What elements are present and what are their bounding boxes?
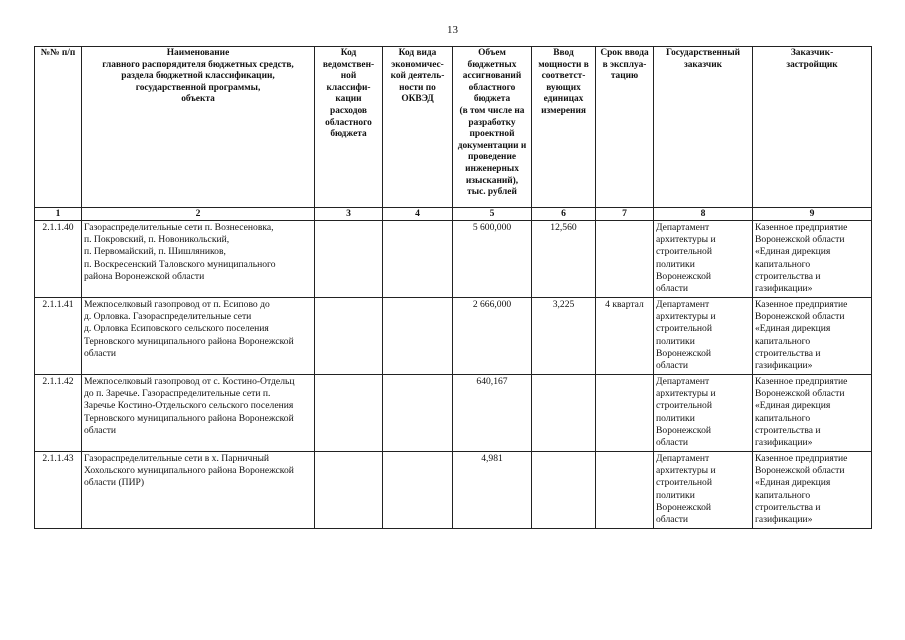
header-line: документации и (457, 140, 527, 151)
cell-developer-line: строительства и (755, 347, 821, 359)
cell-developer-line: строительства и (755, 270, 821, 282)
header-line: застройщик (786, 59, 838, 70)
header-num: №№ п/п (35, 47, 82, 208)
page-number: 13 (447, 24, 458, 36)
cell-state-customer-line: Воронежской (656, 424, 711, 436)
cell-object-name-line: п. Воскресенский Таловского муниципального (84, 258, 276, 270)
cell-commission-term (596, 452, 654, 529)
cell-state-customer-line: области (656, 514, 689, 526)
cell-state-customer-line: области (656, 437, 689, 449)
header-line: Объем (478, 48, 506, 58)
cell-state-customer-line: строительной (656, 477, 712, 489)
cell-okved (383, 298, 453, 375)
header-capacity (532, 47, 596, 208)
cell-state-customer-line: политики (656, 489, 695, 501)
cell-developer (753, 375, 872, 452)
header-developer (753, 47, 872, 208)
cell-object-name-line: Терновского муниципального района Воронежской (84, 412, 294, 424)
header-dept-code (315, 47, 383, 208)
header-line: соответст- (541, 71, 586, 82)
header-line: Заказчик- (790, 48, 834, 58)
cell-capacity: 3,225 (532, 298, 596, 375)
cell-state-customer-line: строительной (656, 400, 712, 412)
header-line: кой деятель- (390, 71, 445, 82)
cell-developer-line: Воронежской области (755, 311, 845, 323)
header-line: ности по (399, 82, 436, 93)
header-line: Наименование (166, 48, 230, 58)
cell-okved (383, 375, 453, 452)
cell-capacity (532, 452, 596, 529)
cell-number: 2.1.1.40 (35, 221, 82, 298)
cell-budget-volume: 5 600,000 (453, 221, 532, 298)
cell-developer-line: Воронежской области (755, 388, 845, 400)
table-row (35, 375, 872, 452)
header-line: ведомствен- (322, 59, 375, 70)
header-line: измерения (541, 105, 586, 116)
cell-developer (753, 298, 872, 375)
cell-object-name (82, 298, 315, 375)
cell-developer (753, 221, 872, 298)
cell-object-name-line: Терновского муниципального района Воронежской (84, 335, 294, 347)
column-number: 2 (82, 208, 315, 221)
cell-object-name-line: Межпоселковый газопровод от п. Есипово до (84, 299, 270, 310)
header-line: ной (340, 71, 357, 82)
header-line: Государственный (665, 48, 741, 58)
budget-table (34, 46, 872, 529)
column-number: 1 (35, 208, 82, 221)
cell-object-name-line: области (84, 424, 117, 436)
cell-state-customer (654, 375, 753, 452)
column-number: 8 (654, 208, 753, 221)
cell-number: 2.1.1.43 (35, 452, 82, 529)
cell-developer-line: газификации» (755, 283, 813, 295)
cell-state-customer-line: архитектуры и (656, 465, 716, 477)
cell-commission-term: 4 квартал (596, 298, 654, 375)
column-number: 9 (753, 208, 872, 221)
cell-developer-line: Казенное предприятие (755, 299, 848, 310)
header-line: инженерных (465, 163, 519, 174)
header-line: областного (325, 117, 372, 128)
header-line: проектной (469, 129, 515, 140)
cell-developer-line: капитального (755, 489, 811, 501)
cell-state-customer-line: строительной (656, 323, 712, 335)
cell-developer-line: Казенное предприятие (755, 222, 848, 233)
header-line: расходов (330, 105, 367, 116)
cell-developer-line: Казенное предприятие (755, 453, 848, 464)
cell-developer-line: Воронежской области (755, 234, 845, 246)
column-number: 7 (596, 208, 654, 221)
cell-object-name (82, 375, 315, 452)
cell-dept-code (315, 375, 383, 452)
cell-commission-term (596, 375, 654, 452)
cell-developer-line: капитального (755, 258, 811, 270)
cell-developer-line: «Единая дирекция (755, 400, 831, 412)
cell-state-customer-line: архитектуры и (656, 388, 716, 400)
table-row (35, 221, 872, 298)
cell-state-customer (654, 221, 753, 298)
column-number: 3 (315, 208, 383, 221)
header-line: Код вида (398, 48, 437, 58)
cell-budget-volume: 4,981 (453, 452, 532, 529)
cell-commission-term (596, 221, 654, 298)
cell-object-name-line: Газораспределительные сети п. Вознесеновка, (84, 222, 274, 233)
column-number-row (35, 208, 872, 221)
cell-state-customer-line: политики (656, 335, 695, 347)
header-line: Ввод (553, 48, 574, 58)
cell-object-name-line: Газораспределительные сети в х. Парничный (84, 453, 270, 464)
column-number: 5 (453, 208, 532, 221)
cell-number: 2.1.1.41 (35, 298, 82, 375)
header-line: проведение (467, 152, 517, 163)
cell-state-customer-line: архитектуры и (656, 311, 716, 323)
header-line: вующих (546, 82, 581, 93)
cell-developer-line: Воронежской области (755, 465, 845, 477)
cell-developer-line: газификации» (755, 514, 813, 526)
cell-object-name-line: до п. Заречье. Газораспределительные сети п. (84, 388, 271, 400)
header-line: ассигнований (462, 71, 522, 82)
header-name (82, 47, 315, 208)
cell-budget-volume: 2 666,000 (453, 298, 532, 375)
cell-budget-volume: 640,167 (453, 375, 532, 452)
cell-state-customer-line: Воронежской (656, 270, 711, 282)
cell-developer-line: капитального (755, 335, 811, 347)
cell-state-customer (654, 452, 753, 529)
cell-object-name-line: области (ПИР) (84, 477, 145, 489)
cell-capacity: 12,560 (532, 221, 596, 298)
cell-object-name-line: д. Орловка Есиповского сельского поселения (84, 323, 269, 335)
header-line: тацию (610, 71, 639, 82)
header-line: Код (340, 48, 357, 58)
cell-state-customer-line: архитектуры и (656, 234, 716, 246)
cell-state-customer-line: Департамент (656, 222, 710, 233)
header-term (596, 47, 654, 208)
header-line: бюджетных (467, 59, 517, 70)
header-line: главного распорядителя бюджетных средств, (102, 59, 294, 70)
header-line: бюджета (330, 129, 367, 140)
cell-developer-line: капитального (755, 412, 811, 424)
cell-developer (753, 452, 872, 529)
header-line: Срок ввода (600, 48, 649, 58)
header-line: экономичес- (391, 59, 444, 70)
header-line: разработку (468, 117, 516, 128)
cell-dept-code (315, 221, 383, 298)
cell-state-customer-line: политики (656, 412, 695, 424)
header-line: изысканий), (465, 175, 519, 186)
cell-object-name-line: Межпоселковый газопровод от с. Костино-Отдельц (84, 376, 295, 387)
cell-developer-line: «Единая дирекция (755, 477, 831, 489)
cell-developer-line: Казенное предприятие (755, 376, 848, 387)
header-line: областного (468, 82, 516, 93)
cell-developer-line: газификации» (755, 360, 813, 372)
cell-state-customer-line: Департамент (656, 299, 710, 310)
cell-state-customer-line: Воронежской (656, 347, 711, 359)
cell-number: 2.1.1.42 (35, 375, 82, 452)
header-line: классифи- (326, 82, 371, 93)
table-row (35, 452, 872, 529)
cell-developer-line: строительства и (755, 424, 821, 436)
cell-developer-line: «Единая дирекция (755, 323, 831, 335)
cell-dept-code (315, 298, 383, 375)
cell-developer-line: строительства и (755, 501, 821, 513)
cell-capacity (532, 375, 596, 452)
cell-object-name-line: района Воронежской области (84, 270, 205, 282)
cell-state-customer-line: области (656, 360, 689, 372)
header-okved (383, 47, 453, 208)
cell-okved (383, 452, 453, 529)
cell-state-customer (654, 298, 753, 375)
header-line: кации (335, 94, 362, 105)
header-line: в эксплуа- (602, 59, 647, 70)
header-line: объекта (181, 94, 215, 105)
column-number: 6 (532, 208, 596, 221)
header-customer (654, 47, 753, 208)
cell-object-name-line: области (84, 347, 117, 359)
cell-developer-line: газификации» (755, 437, 813, 449)
header-line: заказчик (683, 59, 723, 70)
cell-developer-line: «Единая дирекция (755, 246, 831, 258)
header-line: единицах (543, 94, 584, 105)
cell-state-customer-line: области (656, 283, 689, 295)
header-line: бюджета (473, 94, 511, 105)
column-number: 4 (383, 208, 453, 221)
cell-object-name-line: Хохольского муниципального района Воронежской (84, 465, 294, 477)
header-line: раздела бюджетной классификации, (121, 71, 275, 82)
header-line: (в том числе на (459, 105, 525, 116)
header-line: ОКВЭД (401, 94, 434, 105)
cell-state-customer-line: Воронежской (656, 501, 711, 513)
cell-okved (383, 221, 453, 298)
table-row (35, 298, 872, 375)
cell-object-name-line: Заречье Костино-Отдельского сельского поселения (84, 400, 294, 412)
cell-object-name (82, 221, 315, 298)
cell-dept-code (315, 452, 383, 529)
cell-state-customer-line: Департамент (656, 453, 710, 464)
cell-state-customer-line: строительной (656, 246, 712, 258)
header-volume (453, 47, 532, 208)
cell-object-name-line: д. Орловка. Газораспределительные сети (84, 311, 252, 323)
cell-object-name-line: п. Покровский, п. Новоникольский, (84, 234, 230, 246)
cell-state-customer-line: политики (656, 258, 695, 270)
cell-object-name-line: п. Первомайский, п. Шишляников, (84, 246, 226, 258)
header-line: тыс. рублей (467, 187, 517, 198)
cell-state-customer-line: Департамент (656, 376, 710, 387)
header-row (35, 47, 872, 208)
cell-object-name (82, 452, 315, 529)
header-line: мощности в (538, 59, 589, 70)
header-line: государственной программы, (135, 82, 261, 93)
